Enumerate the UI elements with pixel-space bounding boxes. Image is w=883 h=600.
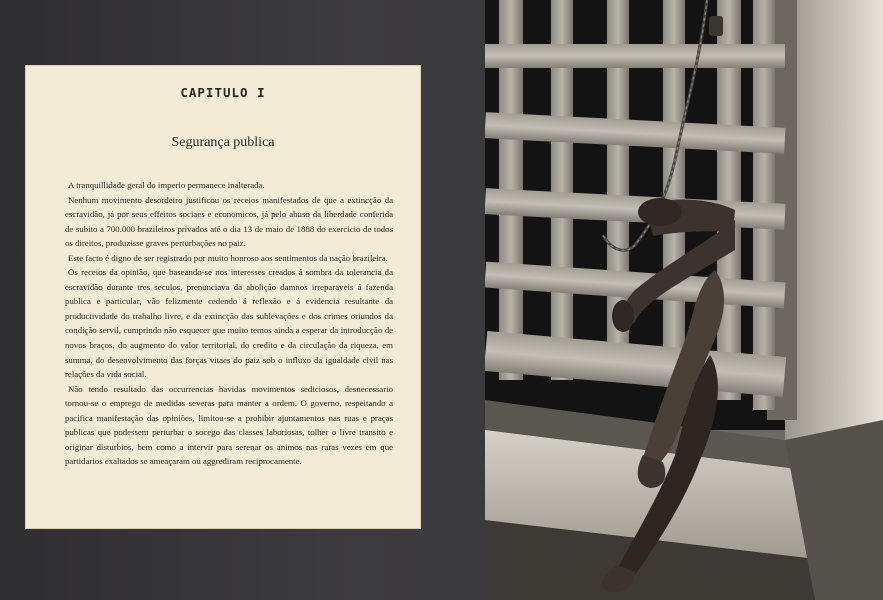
document-page <box>25 65 421 529</box>
chapter-heading: CAPITULO I <box>180 85 266 100</box>
paragraph-1: A tranquillidade geral do imperio permanece inalterada. <box>68 180 265 190</box>
document-body <box>65 178 393 469</box>
paragraph-3: Este facto é digno de ser registrado por muito honroso aos sentimentos da nação brazileira. <box>68 252 388 263</box>
paragraph-4: Os receios da opinião, que baseando-se nos interesses creados á sombra da tolerancia da escravidão durante tres seculos, prenunciava da abolição damnos irreparaveis á fazenda publica e particular, vão felizmente cedendo á reflexão e á evidencia resultante da productividade do trabalho livre, e da extincção das sublevações e dos crimes oriundos da condição servil, cumprindo não esquecer que muito temos ainda a esperar da introducção de novos braços, do augmento do valor territorial, do credito e da circulação da riqueza, em summa, do desenvolvimento das forças vitaes do paiz sob o influxo da igualdade civil nas relações da vida social. <box>65 267 393 380</box>
historical-photograph <box>485 0 883 600</box>
lock-icon <box>709 16 723 36</box>
section-title: Segurança publica <box>171 135 275 150</box>
paragraph-5: Não tendo resultado das occurrencias havidas movimentos sediciosos, desnecessario tornou-se o emprego de medidas severas para manter a ordem. O governo, respeitando a pacifica manifestação das opiniões, limitou-se a prohibir ajuntamentos nas ruas e praças publicas que podessem perturbar o socego das classes laboriosas, tolher o livre transito e originar disturbios, bem como a intervir para serenar os animos nas raras vezes em que partidarios exaltados se ameaçaram ou aggrediram reciprocamente. <box>65 383 393 467</box>
paragraph-2: Nenhum movimento desordeiro justificou os receios manifestados de que a extincção da escravidão, já por seus effeitos sociaes e economicos, já pelo abuso da liberdade conferida de subito a 700.000 brazileiros privados até o dia 13 de maio de 1888 do exercicio de todos os direitos, produzisse graves perturbações no paiz. <box>65 194 393 249</box>
barred-window-illustration <box>485 0 883 600</box>
